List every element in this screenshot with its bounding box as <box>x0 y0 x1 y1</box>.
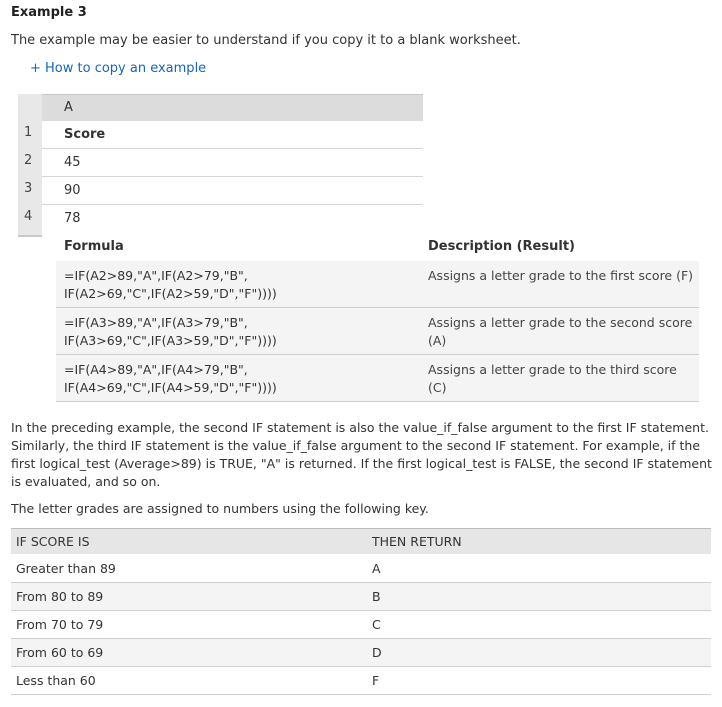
formula-row <box>56 308 699 355</box>
worksheet-row <box>42 205 423 233</box>
result-cell: C <box>372 617 381 632</box>
result-cell: A <box>372 561 381 576</box>
condition-cell: Greater than 89 <box>16 561 116 576</box>
grade-row <box>11 611 711 639</box>
worksheet-row <box>42 177 423 205</box>
formula-row <box>56 261 699 308</box>
formula-cell <box>64 267 414 303</box>
condition-cell: Less than 60 <box>16 673 96 688</box>
row-number-column <box>18 94 42 237</box>
row-number-1: 1 <box>24 125 33 140</box>
column-header-a <box>42 94 423 121</box>
result-cell: B <box>372 589 381 604</box>
explanation-paragraph: In the preceding example, the second IF statement is also the value_if_false argument to the first IF statement. Similarly, the third IF statement is the value_if_false argument to the second IF statement. For example, if the first logical_test (Average>89) is TRUE, "A" is returned. If the first logical_test is FALSE, the second IF statement is evaluated, and so on. <box>11 420 712 489</box>
worksheet-row <box>42 121 423 149</box>
worksheet-cell: 78 <box>64 211 81 226</box>
condition-header: IF SCORE IS <box>16 534 90 549</box>
formula-cell <box>64 361 414 397</box>
formula-cell <box>64 314 414 350</box>
formula-line: IF(A2>69,"C",IF(A2>59,"D","F")))) <box>64 286 277 301</box>
worksheet-cell: Score <box>64 127 106 142</box>
condition-cell: From 60 to 69 <box>16 645 104 660</box>
description-cell: Assigns a letter grade to the first score (F) <box>428 268 694 283</box>
column-header-label: A <box>64 100 73 115</box>
worksheet-cell: 90 <box>64 183 81 198</box>
formula-line: =IF(A4>89,"A",IF(A4>79,"B", <box>64 362 248 377</box>
formula-table-header <box>56 235 699 262</box>
row-number-4: 4 <box>24 209 33 224</box>
row-number-2: 2 <box>24 153 33 168</box>
formula-line: =IF(A3>89,"A",IF(A3>79,"B", <box>64 315 248 330</box>
worksheet-row <box>42 149 423 177</box>
grade-row <box>11 555 711 583</box>
formula-line: IF(A3>69,"C",IF(A3>59,"D","F")))) <box>64 333 277 348</box>
grade-table-header <box>11 528 711 554</box>
formula-header: Formula <box>64 239 124 254</box>
condition-cell: From 80 to 89 <box>16 589 104 604</box>
description-header: Description (Result) <box>428 239 575 254</box>
key-intro-text: The letter grades are assigned to numbers using the following key. <box>11 501 429 516</box>
section-heading: Example 3 <box>11 5 87 20</box>
description-cell: Assigns a letter grade to the third score (C) <box>428 362 677 395</box>
intro-text: The example may be easier to understand if you copy it to a blank worksheet. <box>11 33 521 48</box>
formula-line: IF(A4>69,"C",IF(A4>59,"D","F")))) <box>64 380 277 395</box>
grade-row <box>11 667 711 695</box>
formula-line: =IF(A2>89,"A",IF(A2>79,"B", <box>64 268 248 283</box>
row-number-3: 3 <box>24 181 33 196</box>
formula-row <box>56 355 699 402</box>
worksheet-cell: 45 <box>64 155 81 170</box>
grade-row <box>11 583 711 611</box>
result-cell: F <box>372 673 380 688</box>
condition-cell: From 70 to 79 <box>16 617 104 632</box>
result-cell: D <box>372 645 382 660</box>
grade-row <box>11 639 711 667</box>
result-header: THEN RETURN <box>372 534 462 549</box>
description-cell: Assigns a letter grade to the second score (A) <box>428 315 693 348</box>
how-to-copy-link[interactable]: + How to copy an example <box>30 61 207 76</box>
